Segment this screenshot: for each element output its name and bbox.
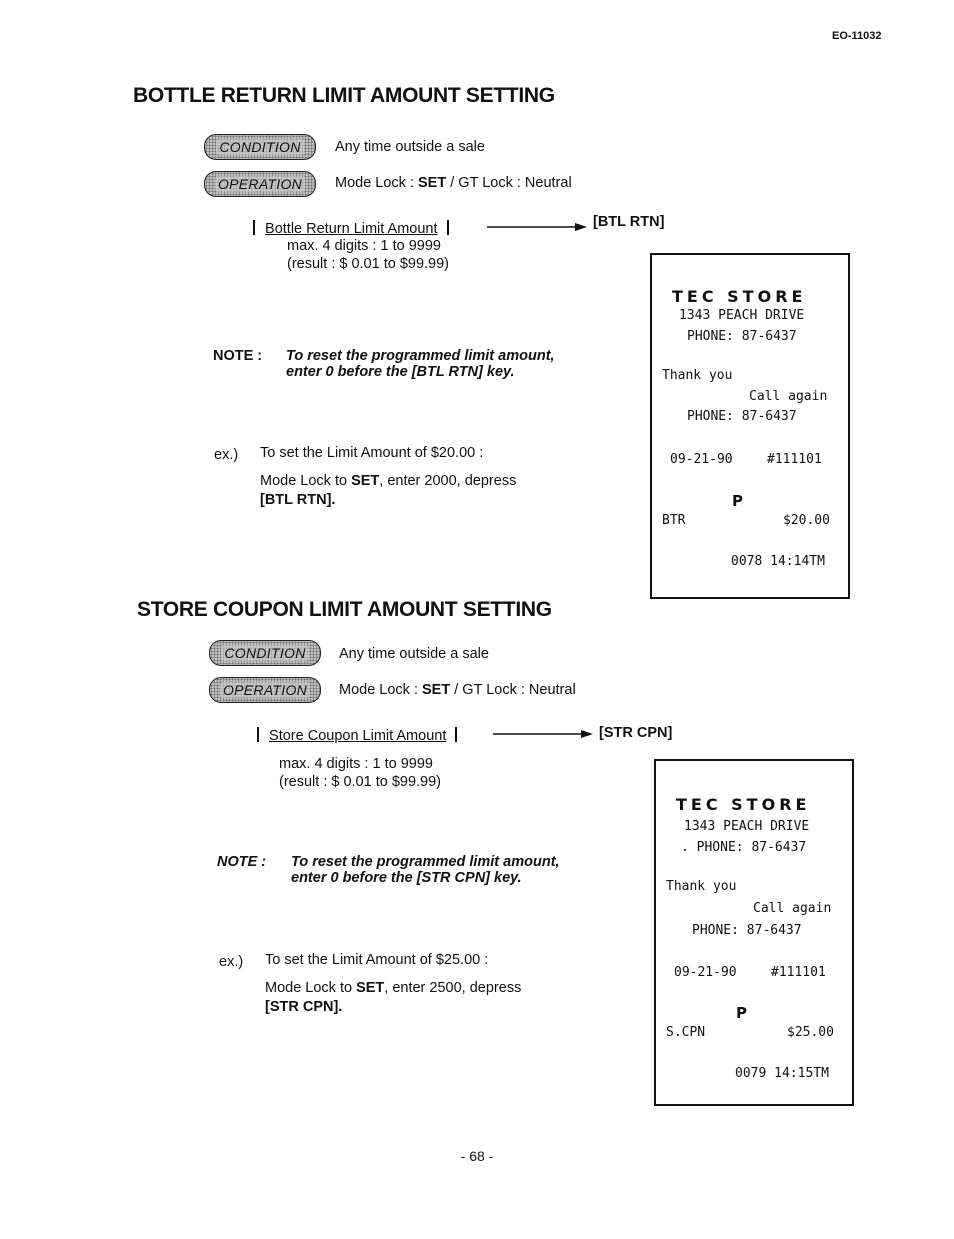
example-detail-set: SET xyxy=(351,473,380,489)
receipt-thank-you: Thank you xyxy=(662,368,733,383)
input-bracket-left xyxy=(253,220,255,235)
receipt-footer: 0078 14:14TM xyxy=(731,554,825,569)
input-bracket-left xyxy=(257,727,259,742)
operation-badge-label: OPERATION xyxy=(220,682,310,698)
operation-suffix: / GT Lock : Neutral xyxy=(446,175,572,191)
receipt-phone: PHONE: 87-6437 xyxy=(687,329,797,344)
input-label-row xyxy=(257,727,457,744)
receipt-p-mark: P xyxy=(736,1004,747,1022)
receipt-item: S.CPN xyxy=(666,1025,706,1040)
section-title: BOTTLE RETURN LIMIT AMOUNT SETTING xyxy=(133,84,555,107)
arrow-right-icon xyxy=(493,727,593,741)
receipt-phone-2: PHONE: 87-6437 xyxy=(692,923,802,938)
receipt-number: #111101 xyxy=(771,965,826,980)
note-line-1: To reset the programmed limit amount, xyxy=(291,854,560,870)
example-text: To set the Limit Amount of $25.00 : xyxy=(265,952,489,968)
example-detail-suffix: , enter 2000, depress xyxy=(379,473,517,489)
condition-badge xyxy=(204,134,316,160)
example-label: ex.) xyxy=(219,954,244,970)
input-label: Bottle Return Limit Amount xyxy=(265,221,438,237)
note-text xyxy=(286,348,555,380)
example-detail xyxy=(265,980,521,996)
operation-text xyxy=(335,175,572,191)
operation-badge xyxy=(204,171,316,197)
operation-text xyxy=(339,682,576,698)
operation-badge xyxy=(209,677,321,703)
example-detail xyxy=(260,473,516,489)
max-digits-text: max. 4 digits : 1 to 9999 xyxy=(279,756,433,772)
receipt-date: 09-21-90 xyxy=(670,452,733,467)
operation-prefix: Mode Lock : xyxy=(339,682,423,698)
condition-badge xyxy=(209,640,321,666)
receipt-address: 1343 PEACH DRIVE xyxy=(684,819,810,834)
receipt xyxy=(650,253,850,599)
receipt-store-name: TEC STORE xyxy=(672,287,807,306)
receipt-date: 09-21-90 xyxy=(674,965,737,980)
operation-prefix: Mode Lock : xyxy=(335,175,419,191)
key-label: [BTL RTN] xyxy=(593,214,665,230)
note-line-1: To reset the programmed limit amount, xyxy=(286,348,555,364)
condition-text: Any time outside a sale xyxy=(335,139,485,155)
result-range-text: (result : $ 0.01 to $99.99) xyxy=(287,256,450,272)
input-label-row xyxy=(253,220,449,237)
input-label: Store Coupon Limit Amount xyxy=(269,728,447,744)
example-detail-prefix: Mode Lock to xyxy=(265,980,357,996)
note-line-2: enter 0 before the [BTL RTN] key. xyxy=(286,364,515,380)
operation-set: SET xyxy=(418,175,447,191)
note-line-2: enter 0 before the [STR CPN] key. xyxy=(291,870,522,886)
operation-set: SET xyxy=(422,682,451,698)
page-number: - 68 - xyxy=(460,1148,494,1164)
receipt xyxy=(654,759,854,1106)
section-title: STORE COUPON LIMIT AMOUNT SETTING xyxy=(137,598,552,621)
max-digits-text: max. 4 digits : 1 to 9999 xyxy=(287,238,441,254)
operation-badge-label: OPERATION xyxy=(215,176,305,192)
input-bracket-right xyxy=(447,220,449,235)
receipt-footer: 0079 14:15TM xyxy=(735,1066,829,1081)
receipt-call-again: Call again xyxy=(749,389,828,404)
receipt-thank-you: Thank you xyxy=(666,879,737,894)
receipt-call-again: Call again xyxy=(753,901,832,916)
example-key: [BTL RTN]. xyxy=(260,492,336,508)
example-detail-prefix: Mode Lock to xyxy=(260,473,352,489)
receipt-p-mark: P xyxy=(732,492,743,510)
condition-text: Any time outside a sale xyxy=(339,646,489,662)
input-bracket-right xyxy=(455,727,457,742)
example-label: ex.) xyxy=(214,447,239,463)
condition-badge-label: CONDITION xyxy=(216,139,303,155)
receipt-store-name: TEC STORE xyxy=(676,795,811,814)
receipt-item: BTR xyxy=(662,513,686,528)
receipt-address: 1343 PEACH DRIVE xyxy=(679,308,805,323)
document-id: EO-11032 xyxy=(832,30,882,42)
condition-badge-label: CONDITION xyxy=(221,645,308,661)
example-text: To set the Limit Amount of $20.00 : xyxy=(260,445,484,461)
note-text xyxy=(291,854,560,886)
example-key: [STR CPN]. xyxy=(265,999,343,1015)
receipt-phone-2: PHONE: 87-6437 xyxy=(687,409,797,424)
note-label: NOTE : xyxy=(213,348,263,364)
receipt-phone: . PHONE: 87-6437 xyxy=(681,840,807,855)
arrow-right-icon xyxy=(487,220,587,234)
note-label: NOTE : xyxy=(217,854,267,870)
example-detail-set: SET xyxy=(356,980,385,996)
example-detail-suffix: , enter 2500, depress xyxy=(384,980,522,996)
operation-suffix: / GT Lock : Neutral xyxy=(450,682,576,698)
receipt-amount: $25.00 xyxy=(787,1025,834,1040)
receipt-amount: $20.00 xyxy=(783,513,830,528)
result-range-text: (result : $ 0.01 to $99.99) xyxy=(279,774,442,790)
key-label: [STR CPN] xyxy=(599,725,673,741)
receipt-number: #111101 xyxy=(767,452,822,467)
